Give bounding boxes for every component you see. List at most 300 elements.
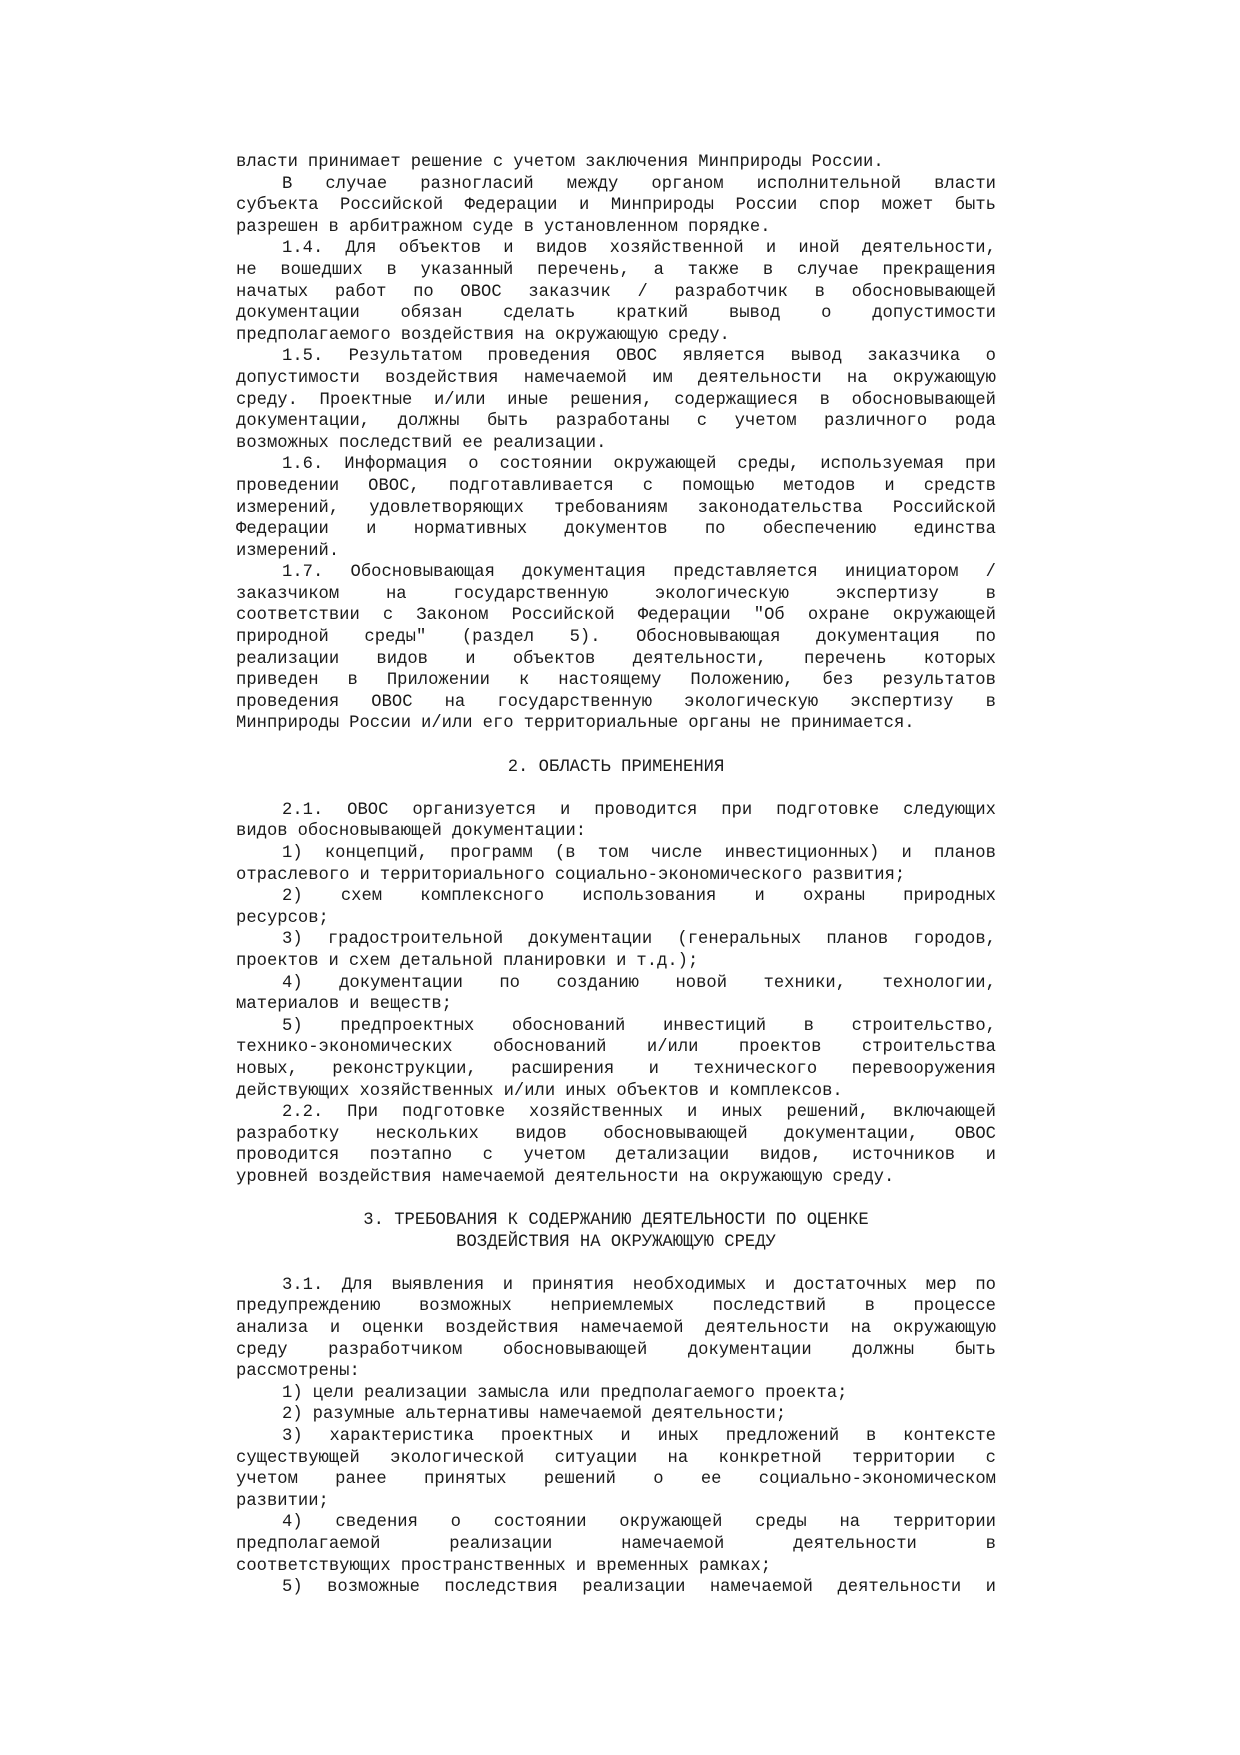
word: также xyxy=(687,260,740,280)
word: отраслевого xyxy=(236,865,350,885)
word: документации, xyxy=(784,1124,919,1144)
word: техники, xyxy=(763,973,847,993)
word: экологическую xyxy=(654,584,789,604)
word: т.д.); xyxy=(636,951,699,971)
document-body xyxy=(236,152,996,1599)
word: документации xyxy=(528,930,653,950)
word: соответствии xyxy=(236,606,360,626)
word: выявления xyxy=(391,1275,485,1295)
word: быть xyxy=(954,196,996,216)
text-line xyxy=(236,886,996,908)
word: в xyxy=(347,671,358,691)
word: ОВОС, xyxy=(368,476,420,496)
word: иных xyxy=(565,1081,607,1101)
word: и xyxy=(884,476,895,496)
word: развитии; xyxy=(236,1491,329,1511)
word: приведен xyxy=(236,671,319,691)
word: ОВОС xyxy=(347,800,389,820)
word: измерений. xyxy=(236,541,340,561)
text-line xyxy=(236,1340,996,1362)
word: ее xyxy=(700,1470,722,1490)
word: и xyxy=(985,1578,996,1598)
word: окружающую xyxy=(892,1319,996,1339)
word: иные xyxy=(507,390,549,410)
word: и xyxy=(985,1146,996,1166)
word: (генеральных xyxy=(677,930,802,950)
text-line xyxy=(236,1491,996,1513)
word: принимается. xyxy=(790,714,915,734)
text-line xyxy=(236,1081,996,1103)
word: территории xyxy=(852,1448,956,1468)
text-line xyxy=(236,346,996,368)
word: проведения xyxy=(236,692,340,712)
text-line xyxy=(236,584,996,606)
word: учетом xyxy=(236,1470,298,1490)
word: обоснований xyxy=(511,1016,626,1036)
paragraph xyxy=(236,454,996,562)
word: Для xyxy=(345,239,377,259)
word: Федерации xyxy=(236,520,329,540)
word: решения, xyxy=(570,390,653,410)
word: единства xyxy=(913,520,996,540)
word: помощью xyxy=(682,476,755,496)
word: объектов xyxy=(512,649,596,669)
word: среды" xyxy=(364,628,427,648)
word: хозяйственных xyxy=(359,1081,494,1101)
word: 2) xyxy=(282,1405,303,1425)
word: документации: xyxy=(451,822,587,842)
word: рассмотрены: xyxy=(236,1362,360,1382)
word: и xyxy=(648,1059,659,1079)
word: о xyxy=(468,455,479,475)
word: Обосновывающая xyxy=(350,563,495,583)
word: власти xyxy=(236,153,298,172)
text-line xyxy=(236,1167,996,1189)
word: и/или xyxy=(433,390,486,410)
word: России xyxy=(349,714,412,734)
word: пространственных xyxy=(400,1556,566,1576)
word: Российской xyxy=(340,196,444,216)
word: в xyxy=(866,1427,877,1447)
word: территориальные xyxy=(523,714,679,734)
word: охраны xyxy=(803,887,865,907)
word: и xyxy=(579,196,590,216)
word: деятельности; xyxy=(652,1405,787,1425)
word: намечаемой xyxy=(441,1167,545,1187)
text-line xyxy=(236,1534,996,1556)
word: достаточных xyxy=(793,1275,908,1295)
word: с xyxy=(492,153,504,172)
word: Минприроды xyxy=(698,153,802,172)
word: органы xyxy=(688,714,751,734)
word: на xyxy=(846,368,868,388)
section-heading xyxy=(236,757,996,779)
word: состоянии xyxy=(493,1513,587,1533)
word: сведения xyxy=(335,1513,418,1533)
word: 3) xyxy=(282,930,303,950)
blank-line xyxy=(236,1189,996,1211)
word: видов xyxy=(236,822,288,842)
word: проектов xyxy=(236,951,319,971)
word: 1) xyxy=(282,844,303,863)
word: разработчиком xyxy=(328,1340,463,1360)
word: воздействия xyxy=(385,368,499,388)
word: проводится xyxy=(236,1146,340,1166)
word: расширения xyxy=(511,1059,615,1079)
word: документация xyxy=(816,628,940,648)
word: "Об xyxy=(753,606,785,626)
word: Минприроды xyxy=(236,714,340,734)
word: требованиям xyxy=(554,498,668,518)
word: представляется xyxy=(673,563,818,583)
word: обоснований xyxy=(493,1038,607,1058)
text-line xyxy=(236,692,996,714)
word: последствий xyxy=(338,433,453,453)
word: 2.1. xyxy=(282,800,324,820)
text-line xyxy=(236,1577,996,1599)
word: Федерации xyxy=(464,196,558,216)
word: обязан xyxy=(400,304,463,324)
word: прекращения xyxy=(882,260,996,280)
word: При xyxy=(347,1103,379,1123)
word: соответствующих xyxy=(236,1556,391,1576)
word: видов xyxy=(515,1124,567,1144)
paragraph xyxy=(236,929,996,972)
word: государственную xyxy=(497,692,653,712)
word: временных xyxy=(596,1556,689,1576)
paragraph xyxy=(236,238,996,346)
word: указанный xyxy=(420,260,514,280)
word: на xyxy=(524,325,545,345)
paragraph xyxy=(236,1577,996,1599)
word: 4) xyxy=(282,973,303,993)
word: и xyxy=(901,844,912,863)
word: принимает xyxy=(307,153,401,172)
word: проводится xyxy=(594,800,698,820)
word: и xyxy=(502,1275,514,1295)
word: должны xyxy=(852,1340,915,1360)
word: новых, xyxy=(236,1059,298,1079)
text-line xyxy=(236,1102,996,1124)
word: а xyxy=(653,260,664,280)
word: ранее xyxy=(335,1470,387,1490)
heading-line: 2. ОБЛАСТЬ ПРИМЕНЕНИЯ xyxy=(507,757,725,777)
word: и xyxy=(359,865,370,885)
text-line xyxy=(236,152,996,174)
word: не xyxy=(236,260,257,280)
word: Российской xyxy=(511,606,615,626)
word: деятельности xyxy=(705,1319,829,1339)
word: обеспечению xyxy=(762,520,877,540)
text-line xyxy=(236,1296,996,1318)
word: и xyxy=(616,951,627,971)
word: природной xyxy=(236,628,329,648)
paragraph xyxy=(236,843,996,886)
text-line xyxy=(236,973,996,995)
word: хозяйственных xyxy=(529,1103,664,1123)
word: документации xyxy=(339,973,463,993)
word: 5) xyxy=(282,1578,303,1598)
paragraph xyxy=(236,1404,996,1426)
word: характеристика xyxy=(329,1427,474,1447)
word: с xyxy=(382,606,394,626)
word: реализации. xyxy=(492,433,607,453)
word: Законом xyxy=(416,606,489,626)
paragraph xyxy=(236,800,996,843)
text-line xyxy=(236,476,996,498)
word: 1.4. xyxy=(282,239,324,259)
word: спор xyxy=(818,196,861,216)
text-line xyxy=(236,238,996,260)
word: (в xyxy=(554,844,576,863)
word: на xyxy=(385,584,407,604)
word: 4) xyxy=(282,1513,303,1533)
text-line xyxy=(236,368,996,390)
word: действующих xyxy=(236,1081,350,1101)
word: результатов xyxy=(882,671,996,691)
word: рамках; xyxy=(698,1556,772,1576)
word: видов, xyxy=(759,1146,822,1166)
word: намечаемой xyxy=(538,1405,643,1425)
word: веществ; xyxy=(369,995,452,1015)
word: Приложении xyxy=(386,671,490,691)
word: следующих xyxy=(903,800,996,820)
word: 3) xyxy=(282,1427,303,1447)
word: работ xyxy=(334,282,387,302)
word: арбитражном xyxy=(348,217,463,237)
word: конкретной xyxy=(718,1448,822,1468)
word: обосновывающей xyxy=(603,1124,748,1144)
word: среду. xyxy=(832,1167,895,1187)
text-line xyxy=(236,627,996,649)
word: перечень xyxy=(804,649,887,669)
word: среды xyxy=(755,1513,807,1533)
text-line xyxy=(236,541,996,563)
word: Минприроды xyxy=(610,196,714,216)
word: решений xyxy=(543,1470,616,1490)
word: в xyxy=(864,1297,875,1317)
text-line xyxy=(236,282,996,304)
paragraph xyxy=(236,973,996,1016)
text-line xyxy=(236,562,996,584)
word: в xyxy=(819,390,830,410)
word: комплексного xyxy=(420,887,545,907)
text-line xyxy=(236,605,996,627)
word: новой xyxy=(675,973,728,993)
word: разработаны xyxy=(555,412,670,432)
word: средств xyxy=(923,476,996,496)
word: разрешен xyxy=(236,217,319,237)
word: порядке. xyxy=(688,217,771,237)
paragraph xyxy=(236,152,996,174)
word: территории xyxy=(892,1513,996,1533)
word: разногласий xyxy=(420,174,534,194)
word: Российской xyxy=(892,498,996,518)
text-line xyxy=(236,1318,996,1340)
word: краткий xyxy=(615,304,689,324)
word: деятельности, xyxy=(632,649,767,669)
paragraph xyxy=(236,886,996,929)
word: с xyxy=(642,476,654,496)
word: перечень, xyxy=(537,260,630,280)
word: среды, xyxy=(737,455,800,475)
word: случае xyxy=(325,174,388,194)
word: учетом xyxy=(513,153,576,172)
text-line xyxy=(236,1124,996,1146)
word: экспертизу xyxy=(835,584,939,604)
word: объектов xyxy=(616,1081,699,1101)
word: замысла xyxy=(477,1383,550,1403)
word: законодательства xyxy=(697,498,863,518)
word: ее xyxy=(462,433,483,453)
word: окружающую xyxy=(554,325,658,345)
word: концепций, xyxy=(324,844,428,863)
word: подготавливается xyxy=(448,476,614,496)
word: природных xyxy=(903,887,996,907)
word: по xyxy=(975,628,996,648)
paragraph xyxy=(236,1102,996,1188)
word: реализации xyxy=(363,1383,468,1403)
word: детальной xyxy=(400,951,493,971)
word: подготовке xyxy=(776,800,880,820)
text-line xyxy=(236,929,996,951)
word: в xyxy=(762,260,774,280)
text-line xyxy=(236,1059,996,1081)
word: градостроительной xyxy=(327,930,504,950)
paragraph xyxy=(236,1016,996,1102)
word: или xyxy=(559,1383,591,1403)
word: контексте xyxy=(903,1427,996,1447)
word: инвестиционных) xyxy=(724,844,880,863)
word: к xyxy=(518,671,530,691)
word: ситуации xyxy=(554,1448,638,1468)
word: В xyxy=(282,174,293,194)
text-line xyxy=(236,1469,996,1491)
word: допустимости xyxy=(872,304,996,324)
word: и xyxy=(764,1275,776,1295)
word: / xyxy=(637,282,648,302)
paragraph xyxy=(236,174,996,239)
paragraph xyxy=(236,1512,996,1577)
word: поэтапно xyxy=(369,1146,453,1166)
word: технического xyxy=(693,1059,818,1079)
word: власти xyxy=(934,174,996,194)
word: программ xyxy=(450,844,533,863)
word: субъекта xyxy=(236,196,319,216)
text-line xyxy=(236,433,996,455)
word: обосновывающей xyxy=(851,282,996,302)
word: и/или xyxy=(421,714,473,734)
text-line xyxy=(236,411,996,433)
word: окружающей xyxy=(619,1513,723,1533)
text-line xyxy=(236,908,996,930)
text-line xyxy=(236,454,996,476)
heading-line: ВОЗДЕЙСТВИЯ НА ОКРУЖАЮЩУЮ СРЕДУ xyxy=(456,1232,776,1252)
text-line xyxy=(236,1016,996,1038)
word: с xyxy=(696,412,708,432)
text-line xyxy=(236,1383,996,1405)
word: среду xyxy=(236,1340,288,1360)
word: ОВОС xyxy=(371,692,413,712)
word: состоянии xyxy=(499,455,593,475)
word: схем xyxy=(348,951,391,971)
word: в xyxy=(386,260,397,280)
word: цели xyxy=(312,1383,354,1403)
word: принятых xyxy=(424,1470,507,1490)
word: и xyxy=(503,239,514,259)
word: 1) xyxy=(282,1383,303,1403)
word: деятельности xyxy=(837,1578,962,1598)
word: по xyxy=(704,520,726,540)
word: исполнительной xyxy=(756,174,902,194)
word: и xyxy=(349,995,360,1015)
word: решений, xyxy=(786,1103,869,1123)
blank-line xyxy=(236,778,996,800)
word: и xyxy=(754,887,765,907)
paragraph xyxy=(236,346,996,454)
word: измерений, xyxy=(236,498,340,518)
word: и xyxy=(765,239,777,259)
text-line xyxy=(236,994,996,1016)
word: на xyxy=(667,1448,689,1468)
word: мер xyxy=(925,1275,957,1295)
text-line xyxy=(236,325,996,347)
word: установленном xyxy=(543,217,678,237)
word: 1.7. xyxy=(282,563,324,583)
word: неприемлемых xyxy=(550,1297,675,1317)
word: может xyxy=(881,196,934,216)
paragraph xyxy=(236,1426,996,1512)
word: настоящему xyxy=(558,671,662,691)
word: процессе xyxy=(913,1297,996,1317)
word: 2.2. xyxy=(282,1103,324,1123)
word: разработчик xyxy=(674,282,788,302)
word: детализации xyxy=(615,1146,730,1166)
word: России xyxy=(735,196,798,216)
word: возможных xyxy=(418,1297,512,1317)
word: экологической xyxy=(390,1448,525,1468)
text-line xyxy=(236,649,996,671)
word: о xyxy=(653,1470,664,1490)
word: начатых xyxy=(236,282,309,302)
word: среду. xyxy=(667,325,730,345)
word: деятельности xyxy=(697,368,822,388)
word: в xyxy=(985,584,996,604)
word: деятельности xyxy=(554,1167,679,1187)
word: / xyxy=(985,563,996,583)
word: оценки xyxy=(361,1319,424,1339)
word: заказчика xyxy=(867,347,961,367)
text-line xyxy=(236,800,996,822)
word: строительства xyxy=(861,1038,996,1058)
paragraph xyxy=(236,1275,996,1383)
word: (раздел xyxy=(461,628,535,648)
word: возможные xyxy=(327,1578,420,1598)
word: реализации xyxy=(449,1535,553,1554)
text-line xyxy=(236,1556,996,1578)
word: документации xyxy=(236,304,360,324)
word: хозяйственной xyxy=(609,239,744,259)
word: предполагаемого xyxy=(600,1383,755,1403)
word: заключения xyxy=(585,153,689,172)
word: на xyxy=(850,1319,872,1339)
word: не xyxy=(760,714,781,734)
word: и xyxy=(575,1556,587,1576)
word: намечаемой xyxy=(621,1535,725,1554)
word: о xyxy=(450,1513,461,1533)
word: видов xyxy=(376,649,428,669)
word: инвестиций xyxy=(662,1016,767,1036)
